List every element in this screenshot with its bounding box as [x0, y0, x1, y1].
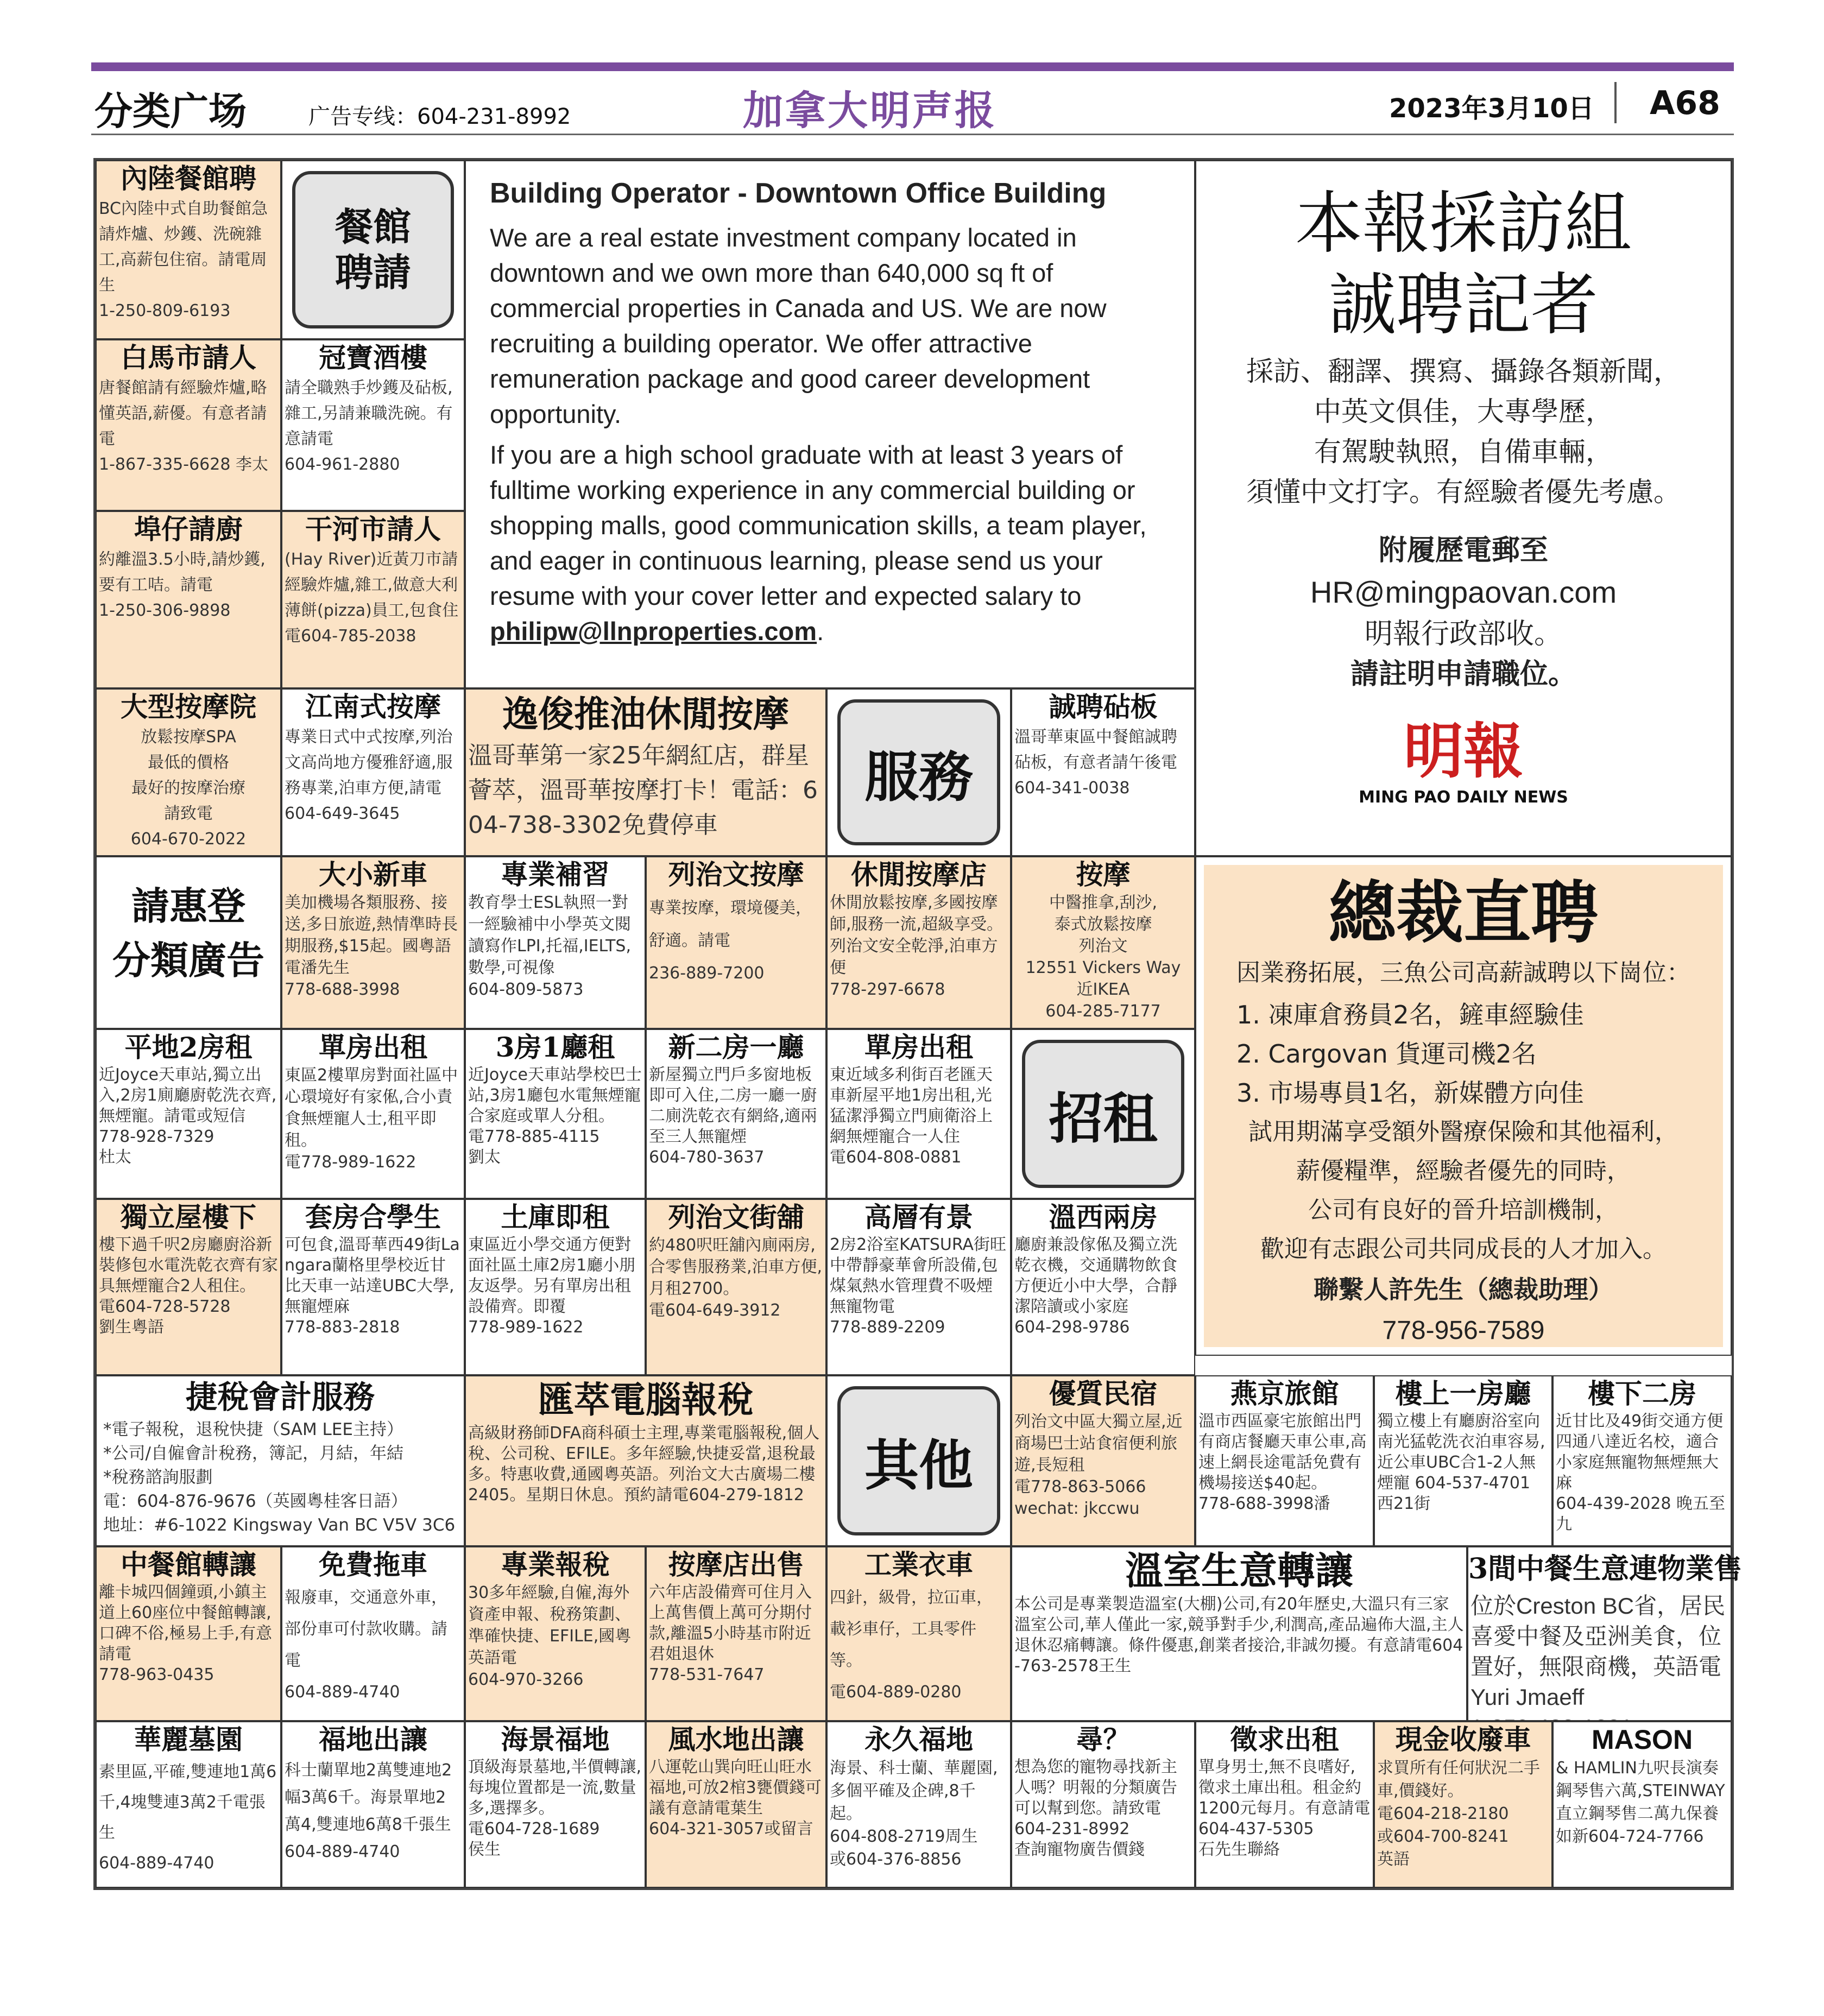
- header-divider: [1614, 82, 1617, 123]
- ad-loushang: [1374, 1375, 1552, 1546]
- ad-body: 想為您的寵物尋找新主人嗎？明報的分類廣告可以幫到您。請致電 604-231-8992 查詢寵物廣告價錢: [1014, 1758, 1177, 1859]
- apply-line-2: 明報行政部收。: [1364, 618, 1562, 650]
- text-line: 歡迎有志跟公司共同成長的人才加入。: [1260, 1235, 1667, 1263]
- ad-body: 廳廚兼設傢俬及獨立洗乾衣機，交通購物飲食方便近小中大學，合靜潔陪讀或小家庭 604-298-9786: [1014, 1235, 1177, 1337]
- ad-body: 離卡城四個鐘頭,小鎮主道上60座位中餐館轉讓,口碑不俗,極易上手,有意請電 778-963-0435: [99, 1583, 273, 1684]
- ad-body: 請全職熟手炒鑊及砧板,雜工,另請兼職洗碗。有意請電 604-961-2880: [285, 378, 453, 474]
- ad-title: 套房合學生: [305, 1201, 441, 1233]
- ad-guanbao: [281, 339, 465, 511]
- ad-title: 按摩店出售: [668, 1549, 804, 1581]
- ad-danfang-2: [826, 1029, 1011, 1199]
- ad-title: 冠寶酒樓: [319, 342, 427, 374]
- ad-sanfang: [465, 1029, 646, 1199]
- ad-title: 華麗墓園: [134, 1723, 243, 1755]
- ad-body: 美加機場各類服務、接送,多日旅遊,熱情準時長期服務,$15起。國粵語電潘先生 778-688-3998: [285, 893, 458, 999]
- mingpao-logo-english: MING PAO DAILY NEWS: [1359, 788, 1568, 807]
- ad-intro: 因業務拓展，三魚公司高薪誠聘以下崗位：: [1236, 959, 1690, 987]
- ad-yanjing: [1195, 1375, 1374, 1546]
- ad-body: 本公司是專業製造溫室(大棚)公司,有20年歷史,大溫只有三家溫室公司,華人僅此一家,競爭對手少,利潤高,產品遍佈大溫,主人退休忍痛轉讓。條件優惠,創業者接洽,非誠勿擾。有意請電604-763-2578王生: [1014, 1595, 1464, 1676]
- ad-title: 3房1廳租: [495, 1031, 615, 1063]
- ad-title: 永久福地: [864, 1723, 973, 1755]
- text-line: 1. 凍庫倉務員2名，鏟車經驗佳: [1236, 1000, 1584, 1029]
- ad-title: MASON: [1591, 1724, 1693, 1755]
- ad-body: 溫哥華第一家25年網紅店，群星薈萃，溫哥華按摩打卡！電話：604-738-3302免費停車: [468, 742, 818, 839]
- badge-label: 餐館聘請: [335, 204, 411, 295]
- ad-title: 新二房一廳: [668, 1031, 804, 1063]
- ad-title: 現金收廢車: [1395, 1723, 1531, 1755]
- ad-baima: [96, 339, 281, 511]
- text-line: 須懂中文打字。有經驗者優先考慮。: [1246, 476, 1681, 508]
- ad-title: 白馬市請人: [121, 342, 256, 374]
- ad-fudi: [281, 1721, 465, 1888]
- ad-title: 中餐館轉讓: [121, 1549, 256, 1581]
- ad-title-line-1: 本報採訪組: [1295, 185, 1632, 263]
- ad-danfang-1: [281, 1029, 465, 1199]
- ad-title: 內陸餐館聘: [121, 162, 256, 194]
- ad-title: 列治文按摩: [668, 858, 804, 890]
- ad-body: 溫市西區豪宅旅館出門有商店餐廳天車公車,高速上網長途電話免費有機場接送$40起。 778-688-3998潘: [1198, 1412, 1367, 1513]
- ad-fengshui: [646, 1721, 826, 1888]
- benefit-lines: [1204, 1113, 1723, 1269]
- ad-title: 埠仔請廚: [134, 513, 243, 545]
- ad-body: 位於Creston BC省，居民喜愛中餐及亞洲美食，位置好，無限商機，英語電Yuri Jmaeff: [1470, 1593, 1726, 1710]
- ad-body: 休閒放鬆按摩,多國按摩師,服務一流,超級享受。列治文安全乾淨,泊車方便 778-297-6678: [830, 893, 1003, 999]
- contact-person: 聯繫人許先生（總裁助理）: [1314, 1275, 1613, 1304]
- ad-tax-accounting: [96, 1375, 465, 1546]
- ad-ceo-hiring: [1195, 856, 1732, 1356]
- ad-tax-pro: [465, 1546, 646, 1721]
- ad-title: 土庫即租: [501, 1201, 610, 1233]
- ad-cash-car: [1374, 1721, 1552, 1888]
- ad-body: 專業按摩，環境優美，舒適。請電 236-889-7200: [649, 899, 812, 983]
- ad-paragraph-1: We are a real estate investment company located in downtown and we own more than 640,000 sq ft of commercial properties in Canada and US. We are now recruiting a building operator. We offer attractive remuneration package and good career development opportunity.: [490, 223, 1107, 428]
- mingpao-logo: 明報: [1404, 716, 1523, 786]
- ad-free-tow: [281, 1546, 465, 1721]
- ad-workwear: [826, 1546, 1011, 1721]
- ad-seek-rent: [1195, 1721, 1374, 1888]
- ad-body: 頂級海景墓地,半價轉讓,每塊位置都是一流,數量多,選擇多。 電604-728-1689 侯生: [468, 1758, 642, 1859]
- ad-body: 求買所有任何狀況二手車,價錢好。 電604-218-2180 或604-700-8241 英語: [1377, 1759, 1540, 1869]
- ad-body: 素里區,平確,雙連地1萬6千,4塊雙連3萬2千電張生 604-889-4740: [99, 1762, 277, 1873]
- ad-title: 福地出讓: [319, 1723, 427, 1755]
- ad-body: 近甘比及49街交通方便四通八達近名校，適合小家庭無寵物無煙無大麻 604-439-2028 晚五至九: [1556, 1412, 1726, 1534]
- ad-street-shop: [646, 1199, 826, 1375]
- newspaper-name: 加拿大明声报: [743, 87, 997, 134]
- restaurant-hiring-badge: [281, 160, 465, 339]
- restaurant-badge-icon: [292, 171, 454, 328]
- page-header: [91, 71, 1734, 135]
- text-line: 有駕駛執照，自備車輛，: [1314, 436, 1613, 467]
- ad-body: 專業日式中式按摩,列治文高尚地方優雅舒適,服務專業,泊車方便,請電 604-649-3645: [285, 728, 453, 823]
- ad-body: 新屋獨立門戶多窗地板即可入住,二房一廳一廚二廁洗乾衣有網絡,適兩至三人無寵煙 604-780-3637: [649, 1065, 817, 1167]
- ad-title: 免費拖車: [319, 1549, 427, 1581]
- ad-cemetery: [96, 1721, 281, 1888]
- ad-title: 溫室生意轉讓: [1125, 1548, 1353, 1593]
- service-badge-icon: 服務: [837, 699, 1000, 845]
- page-number: A68: [1650, 84, 1720, 122]
- ad-title: 單房出租: [864, 1031, 973, 1063]
- ad-massage-sale: [646, 1546, 826, 1721]
- ad-paragraph-2-text: If you are a high school graduate with at least 3 years of fulltime working experience in any commercial building or shopping malls, good communication skills, a team player, and eager in continuous learning, please send us your resume with your cover letter and expected salary to: [490, 440, 1147, 610]
- text-line: 3. 市場專員1名，新媒體方向佳: [1236, 1078, 1584, 1108]
- ad-body: 六年店設備齊可住月入上萬售價上萬可分期付款,離溫5小時基市附近君姐退休 778-531-7647: [649, 1583, 812, 1684]
- ad-title: 大型按摩院: [121, 691, 256, 723]
- ad-body: 東區2樓單房對面社區中心環境好有家俬,合小責食無煙寵人士,租平即租。 電778-989-1622: [285, 1066, 458, 1172]
- ad-computer-tax: [465, 1375, 826, 1546]
- ad-title: 溫西兩房: [1049, 1201, 1158, 1233]
- ad-hotline: 广告专线：604-231-8992: [308, 104, 571, 129]
- ad-body: (Hay River)近黃刀市請經驗炸爐,雜工,做意大利薄餅(pizza)員工,包食住 電604-785-2038: [285, 550, 459, 646]
- ad-title: 高層有景: [864, 1201, 973, 1233]
- text-line: 公司有良好的晉升培訓機制，: [1308, 1196, 1619, 1224]
- ad-title: 誠聘砧板: [1049, 691, 1158, 723]
- ad-massage-spa: [96, 688, 281, 856]
- ad-greenhouse: [1011, 1546, 1467, 1721]
- ad-neilu-restaurant: [96, 160, 281, 339]
- ad-yijun-massage: [465, 688, 826, 856]
- ad-title-line-2: 誠聘記者: [1328, 266, 1598, 344]
- contact-phone[interactable]: 778-956-7589: [1382, 1316, 1545, 1345]
- rent-badge-icon: 招租: [1022, 1040, 1184, 1188]
- other-badge-icon: 其他: [837, 1386, 1000, 1535]
- sentence-end: .: [817, 617, 824, 646]
- ad-body: *電子報稅，退稅快捷（SAM LEE主持） *公司/自僱會計稅務，簿記，月結，年結 *稅務諮詢服劃 電：604-876-9676（英國粵桂客日語） 地址：#6-1022 Kingsway Van BC V5V 3C6: [103, 1420, 456, 1535]
- please-advertise: [96, 856, 281, 1029]
- ad-title: 總裁直聘: [1328, 874, 1598, 952]
- text-line: 試用期滿享受額外醫療保險和其他福利，: [1248, 1118, 1678, 1146]
- ad-title: 專業報稅: [501, 1549, 610, 1581]
- apply-email-link[interactable]: philipw@llnproperties.com: [490, 617, 817, 646]
- header-color-bar: [91, 62, 1734, 71]
- service-badge: [826, 688, 1011, 856]
- position-list: [1204, 992, 1723, 1113]
- ad-body: 單身男士,無不良嗜好,徵求土庫出租。租金約1200元每月。有意請電 604-437-5305 石先生聯絡: [1198, 1758, 1371, 1859]
- ad-body: 2房2浴室KATSURA街旺中帶靜豪華會所設備,包煤氣熱水管理費不吸煙無寵物電 778-889-2209: [830, 1235, 1006, 1337]
- ad-body: 教育學士ESL執照一對一經驗補中小學英文閱讀寫作LPI,托福,IELTS,數學,可視像 604-809-5873: [468, 893, 632, 999]
- ad-title: 工業衣車: [864, 1549, 973, 1581]
- ad-title: 尋？: [1076, 1723, 1131, 1755]
- ad-body: 可包食,溫哥華西49街Langara蘭格里學校近甘比天車一站達UBC大學,無寵煙麻 778-883-2818: [285, 1235, 460, 1337]
- ad-three-restaurants: [1467, 1546, 1743, 1721]
- ad-gaoceng: [826, 1199, 1011, 1375]
- ad-louxia: [1552, 1375, 1732, 1546]
- ad-title: 風水地出讓: [668, 1723, 804, 1755]
- ad-body: 列治文中區大獨立屋,近商場巴士站食宿便利旅遊,長短租 電778-863-5066 wechat: jkccwu: [1014, 1412, 1183, 1518]
- ad-duli: [96, 1199, 281, 1375]
- ad-body: 樓下過千呎2房廳廚浴新裝修包水電洗乾衣齊有家具無煙寵合2人租住。 電604-728-5728 劉生粵語: [99, 1235, 278, 1337]
- text-line: 中英文俱佳，大專學歷，: [1314, 396, 1613, 427]
- ad-paragraph-2: [466, 432, 1194, 649]
- ad-title: 逸俊推油休閒按摩: [502, 693, 789, 735]
- ad-requirements: [1196, 346, 1731, 512]
- ad-leisure-massage: [826, 856, 1011, 1029]
- ad-title: 專業補習: [501, 858, 610, 890]
- ad-bouzai: [96, 511, 281, 688]
- other-badge: [826, 1375, 1011, 1546]
- ad-yongjiu: [826, 1721, 1011, 1888]
- ad-body: 東近域多利街百老匯天車新屋平地1房出租,光猛潔淨獨立門廁衛浴上網無煙寵合一人住 電604-808-0881: [830, 1065, 993, 1167]
- ad-jiangnan: [281, 688, 465, 856]
- ad-title: 按摩: [1076, 858, 1131, 890]
- ad-title: 海景福地: [501, 1723, 610, 1755]
- text-line: 薪優糧準，經驗者優先的同時，: [1296, 1157, 1631, 1185]
- classified-grid: [93, 158, 1743, 1890]
- ad-body: 近Joyce天車站學校巴士站,3房1廳包水電無煙寵合家庭或單人分租。 電778-885-4115 劉太: [468, 1065, 642, 1167]
- please-advertise-text: 請惠登 分類廣告: [112, 883, 264, 983]
- ad-body: 約離溫3.5小時,請炒鑊,要有工咭。請電 1-250-306-9898: [99, 550, 266, 620]
- ad-title: 樓下二房: [1588, 1377, 1696, 1410]
- ad-haijing: [465, 1721, 646, 1888]
- ad-title: 樓上一房廳: [1395, 1377, 1531, 1410]
- ad-building-operator: [465, 160, 1195, 688]
- ad-title: Building Operator - Downtown Office Building: [490, 178, 1107, 209]
- ad-title: 匯萃電腦報稅: [538, 1379, 753, 1421]
- ad-body: 東區近小學交通方便對面社區土庫2房1廳小朋友返學。另有單房出租設備齊。即覆 778-989-1622: [468, 1235, 636, 1337]
- ad-body: 高級財務師DFA商科碩士主理,專業電腦報稅,個人稅、公司稅、EFILE。多年經驗,快捷妥當,退稅最多。特惠收費,通國粵英語。列治文大古廣場二樓2405。星期日休息。預約請電604-279-1812: [468, 1424, 820, 1505]
- ad-title: 徵求出租: [1230, 1723, 1339, 1755]
- ad-body: 海景、科士蘭、華麗園,多個平確及企碑,8千起。 604-808-2719周生 或604-376-8856: [830, 1759, 998, 1869]
- ad-title: 干河市請人: [305, 513, 441, 545]
- ad-body: 溫哥華東區中餐館誠聘砧板，有意者請午後電 604-341-0038: [1014, 728, 1177, 798]
- ad-body: 近Joyce天車站,獨立出入,2房1廁廳廚乾洗衣齊,無煙寵。請電或短信 778-928-7329 杜太: [99, 1065, 277, 1167]
- ad-body: 獨立樓上有廳廚浴室向南光猛乾洗衣泊車容易,近公車UBC合1-2人無煙寵 604-537-4701 西21街: [1377, 1412, 1545, 1513]
- ad-title: 江南式按摩: [305, 691, 441, 723]
- ad-body: 約480呎旺舖內廁兩房,合零售服務業,泊車方便,月租2700。 電604-649-3912: [649, 1236, 823, 1320]
- ad-body: 報廢車，交通意外車，部份車可付款收購。請電 604-889-4740: [285, 1588, 447, 1702]
- ad-daxiaoxin: [281, 856, 465, 1029]
- ad-xiner: [646, 1029, 826, 1199]
- ad-richmond-massage: [646, 856, 826, 1029]
- ad-body: 30多年經驗,自僱,海外資產申報、稅務策劃、準確快捷、EFILE,國粵英語電 604-970-3266: [468, 1583, 632, 1689]
- ad-mason-piano: [1552, 1721, 1732, 1888]
- ad-restaurant-transfer: [96, 1546, 281, 1721]
- ad-title: 燕京旅館: [1230, 1377, 1339, 1410]
- issue-date: 2023年3月10日: [1389, 93, 1594, 124]
- apply-line-1: 附履歷電郵至: [1378, 534, 1548, 567]
- ad-minsu: [1011, 1375, 1195, 1546]
- ad-title: 捷稅會計服務: [185, 1379, 375, 1415]
- ad-title: 休閒按摩店: [851, 858, 987, 890]
- ad-title: 平地2房租: [124, 1031, 253, 1063]
- ad-pet: [1011, 1721, 1195, 1888]
- ad-title: 獨立屋樓下: [121, 1201, 256, 1233]
- ceo-ad-background: [1204, 865, 1723, 1347]
- ad-zhenban: [1011, 688, 1195, 856]
- ad-reporter-hiring: [1195, 160, 1732, 856]
- ad-ganhe: [281, 511, 465, 688]
- section-title: 分类广场: [94, 89, 247, 134]
- rent-badge: [1011, 1029, 1195, 1199]
- ad-body: 放鬆按摩SPA 最低的價格 最好的按摩治療 請致電 604-670-2022: [130, 728, 247, 849]
- ad-title: 3間中餐生意連物業售: [1468, 1552, 1743, 1585]
- ad-title: 優質民宿: [1049, 1377, 1158, 1410]
- ad-body: 中醫推拿,刮沙, 泰式放鬆按摩 列治文 12551 Vickers Way 近IKEA 604-285-7177: [1025, 893, 1181, 1021]
- ad-title: 單房出租: [319, 1031, 427, 1063]
- ad-title: 列治文街舖: [668, 1201, 804, 1233]
- ad-wenxi: [1011, 1199, 1195, 1375]
- ad-body: 四針，級骨，拉冚車，載衫車仔，工具零件等。 電604-889-0280: [830, 1588, 993, 1702]
- ad-body: BC內陸中式自助餐館急請炸爐、炒鑊、洗碗雜工,高薪包住宿。請電周生 1-250-809-6193: [99, 199, 268, 320]
- ad-tuku: [465, 1199, 646, 1375]
- ad-body: & HAMLIN九呎長演奏鋼琴售六萬,STEINWAY直立鋼琴售二萬九保養如新604-724-7766: [1556, 1759, 1725, 1846]
- ad-body: 八運乾山巽向旺山旺水福地,可放2棺3甕價錢可議有意請電葉生 604-321-3057或留言: [649, 1758, 822, 1838]
- text-line: 2. Cargovan 貨運司機2名: [1236, 1039, 1537, 1069]
- ad-pingdi: [96, 1029, 281, 1199]
- ad-tutor: [465, 856, 646, 1029]
- apply-email[interactable]: HR@mingpaovan.com: [1310, 575, 1617, 609]
- ad-body: 唐餐館請有經驗炸爐,略懂英語,薪優。有意者請電 1-867-335-6628 李太: [99, 378, 268, 474]
- ad-body: 科士蘭單地2萬雙連地2幅3萬6千。海景單地2萬4,雙連地6萬8千張生 604-889-4740: [285, 1761, 452, 1861]
- ad-title: 大小新車: [319, 858, 427, 890]
- apply-line-3: 請註明申請職位。: [1350, 658, 1576, 691]
- ad-taofang: [281, 1199, 465, 1375]
- text-line: 採訪、翻譯、撰寫、攝錄各類新聞，: [1246, 356, 1681, 387]
- ad-anmo: [1011, 856, 1195, 1029]
